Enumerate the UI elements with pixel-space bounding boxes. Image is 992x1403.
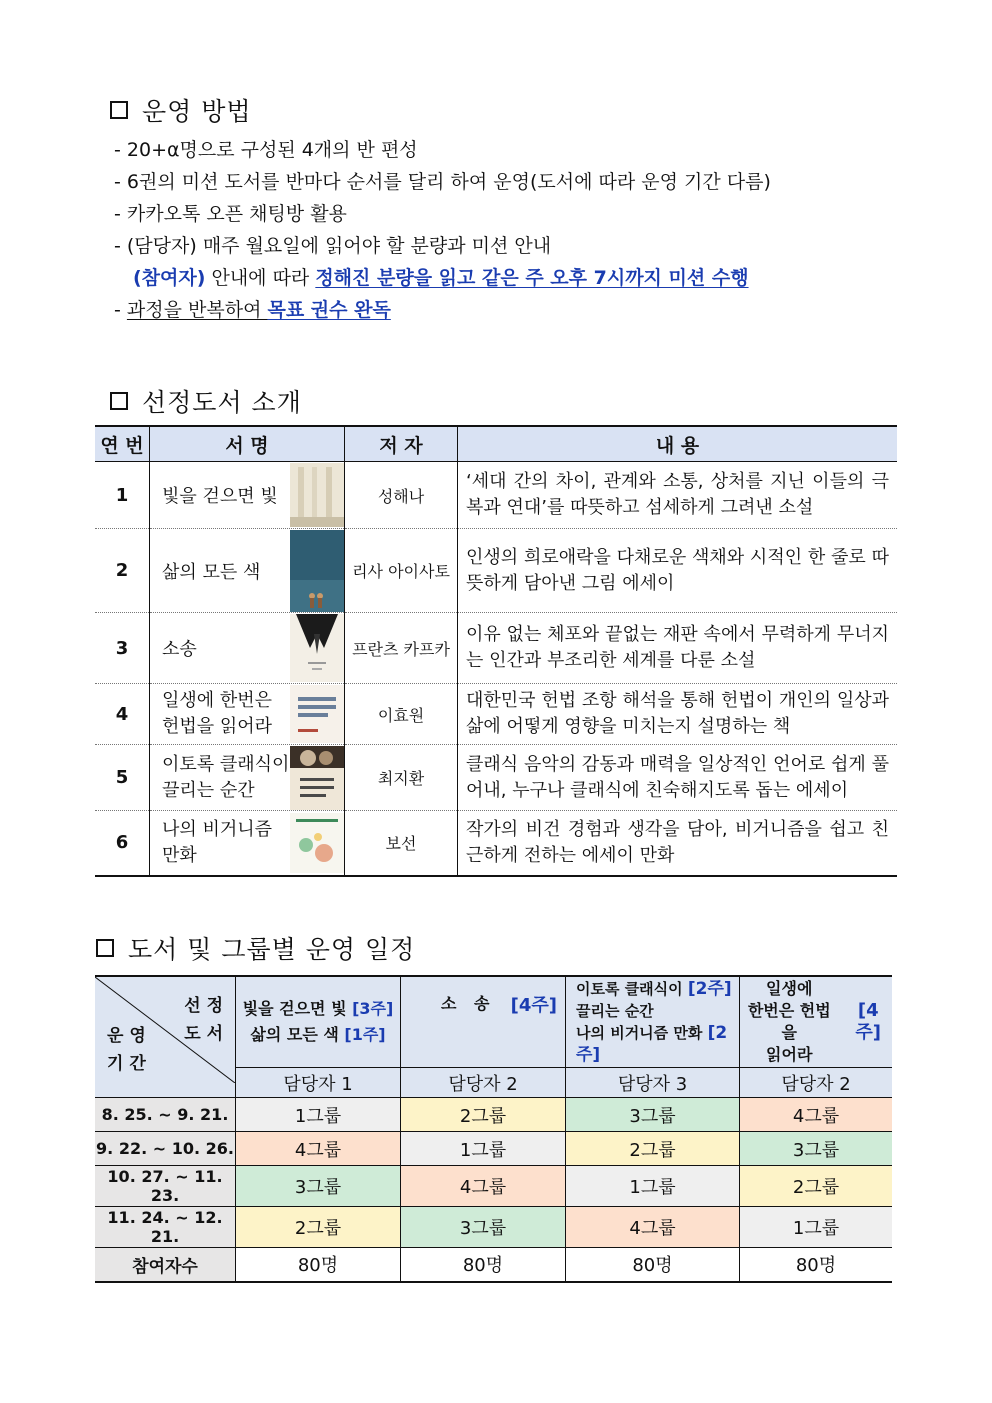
book-name: 한번은 헌법을 — [747, 1001, 831, 1042]
table-row — [95, 462, 897, 529]
group-cell: 2그룹 — [566, 1132, 740, 1166]
book-cover-image — [290, 685, 344, 743]
group-cell: 2그룹 — [401, 1098, 566, 1132]
book-author: 최지환 — [345, 745, 458, 811]
schedule-table — [95, 975, 892, 1283]
corner-top2: 도 서 — [184, 1024, 223, 1044]
checkbox-square-icon — [110, 101, 128, 119]
books-table — [95, 425, 897, 877]
header-num: 연 번 — [95, 426, 150, 462]
list-item: - 6권의 미션 도서를 반마다 순서를 달리 하여 운영(도서에 따라 운영 기간 다름) — [114, 171, 771, 193]
book-cover-image — [290, 614, 344, 682]
schedule-header-row — [95, 976, 892, 1068]
book-header-3 — [566, 976, 740, 1068]
group-cell: 1그룹 — [566, 1166, 740, 1207]
section-heading-books — [110, 383, 302, 419]
book-title-cell — [150, 529, 345, 613]
group-cell: 4그룹 — [740, 1098, 893, 1132]
book-name: 이토록 클래식이 — [576, 980, 688, 998]
list-item: - 카카오톡 오픈 채팅방 활용 — [114, 203, 347, 225]
group-cell: 1그룹 — [740, 1207, 893, 1248]
section-heading-operation — [110, 92, 252, 128]
table-row — [95, 745, 897, 811]
book-title: 이토록 클래식이 끌리는 순간 — [162, 753, 290, 801]
list-item — [114, 262, 771, 294]
header-content: 내 용 — [458, 426, 898, 462]
table-row — [95, 811, 897, 876]
book-num: 4 — [95, 684, 150, 745]
book-num: 3 — [95, 613, 150, 684]
table-row — [95, 684, 897, 745]
goal-link: 목표 권수 완독 — [267, 299, 391, 321]
book-title-cell — [150, 684, 345, 745]
book-header-2 — [401, 976, 566, 1068]
group-cell: 3그룹 — [566, 1098, 740, 1132]
book-content: 인생의 희로애락을 다채로운 색채와 시적인 한 줄로 따뜻하게 담아낸 그림 에세이 — [458, 529, 898, 613]
corner-bottom1: 운 영 — [107, 1026, 146, 1046]
checkbox-square-icon — [110, 392, 128, 410]
total-cell: 80명 — [740, 1248, 893, 1282]
total-cell: 80명 — [566, 1248, 740, 1282]
group-cell: 1그룹 — [401, 1132, 566, 1166]
weeks-label: [4주] — [855, 1000, 882, 1043]
book-content: 클래식 음악의 감동과 매력을 일상적인 언어로 쉽게 풀어내, 누구나 클래식에 친숙해지도록 돕는 에세이 — [458, 745, 898, 811]
book-name: 소 송 — [441, 994, 496, 1013]
section-title: 선정도서 소개 — [142, 388, 302, 417]
book-title-cell — [150, 745, 345, 811]
book-name: 삶의 모든 색 — [250, 1025, 345, 1044]
table-header-row — [95, 426, 897, 462]
group-cell: 4그룹 — [401, 1166, 566, 1207]
book-title-cell — [150, 613, 345, 684]
operation-list — [114, 134, 771, 326]
book-num: 6 — [95, 811, 150, 876]
book-content: 이유 없는 체포와 끝없는 재판 속에서 무력하게 무너지는 인간과 부조리한 세계를 다룬 소설 — [458, 613, 898, 684]
group-cell: 3그룹 — [236, 1166, 401, 1207]
book-title: 삶의 모든 색 — [162, 561, 261, 583]
book-author: 성해나 — [345, 462, 458, 529]
weeks-label: [3주] — [352, 999, 394, 1018]
period-label: 9. 22. ~ 10. 26. — [95, 1132, 236, 1166]
book-num: 1 — [95, 462, 150, 529]
period-label: 11. 24. ~ 12. 21. — [95, 1207, 236, 1248]
list-item — [114, 294, 771, 326]
checkbox-square-icon — [96, 939, 114, 957]
participant-text: 안내에 따라 — [205, 267, 316, 289]
corner-bottom2: 기 간 — [107, 1054, 146, 1074]
total-row — [95, 1248, 892, 1282]
book-num: 2 — [95, 529, 150, 613]
total-cell: 80명 — [401, 1248, 566, 1282]
manager-cell: 담당자 2 — [401, 1068, 566, 1098]
book-content: 대한민국 헌법 조항 해석을 통해 헌법이 개인의 일상과 삶에 어떻게 영향을 미치는지 설명하는 책 — [458, 684, 898, 745]
list-item: - (담당자) 매주 월요일에 읽어야 할 분량과 미션 안내 — [114, 235, 552, 257]
corner-top1: 선 정 — [184, 996, 223, 1016]
group-cell: 3그룹 — [401, 1207, 566, 1248]
book-name: 빛을 걷으면 빛 — [242, 999, 353, 1018]
participant-link: 정해진 분량을 읽고 같은 주 오후 7시까지 미션 수행 — [315, 267, 749, 289]
group-cell: 2그룹 — [740, 1166, 893, 1207]
weeks-label: [1주] — [344, 1025, 386, 1044]
book-cover-image — [290, 463, 344, 527]
book-title-cell — [150, 811, 345, 876]
book-author: 프란츠 카프카 — [345, 613, 458, 684]
book-name: 끌리는 순간 — [576, 1002, 654, 1020]
book-cover-image — [290, 813, 344, 873]
header-author: 저 자 — [345, 426, 458, 462]
header-title: 서 명 — [150, 426, 345, 462]
weeks-label: [4주] — [510, 995, 557, 1016]
manager-cell: 담당자 3 — [566, 1068, 740, 1098]
period-row — [95, 1166, 892, 1207]
section-title: 도서 및 그룹별 운영 일정 — [128, 935, 416, 964]
weeks-label: [2주] — [576, 1023, 728, 1065]
book-header-4 — [740, 976, 893, 1068]
corner-cell — [95, 976, 236, 1098]
total-cell: 80명 — [236, 1248, 401, 1282]
group-cell: 4그룹 — [566, 1207, 740, 1248]
period-row — [95, 1132, 892, 1166]
book-title-cell — [150, 462, 345, 529]
book-title: 나의 비거니즘 만화 — [162, 818, 273, 866]
book-name: 읽어라 — [766, 1045, 813, 1064]
weeks-label: [2주] — [687, 979, 732, 999]
group-cell: 3그룹 — [740, 1132, 893, 1166]
book-title: 빛을 걷으면 빛 — [162, 486, 278, 507]
last-text: 과정을 반복하여 — [126, 299, 268, 321]
group-cell: 2그룹 — [236, 1207, 401, 1248]
table-row — [95, 529, 897, 613]
section-heading-schedule — [96, 930, 415, 966]
section-title: 운영 방법 — [142, 97, 252, 126]
book-title: 일생에 한번은 헌법을 읽어라 — [162, 690, 273, 737]
book-name: 일생에 — [766, 979, 813, 998]
period-row — [95, 1207, 892, 1248]
manager-cell: 담당자 2 — [740, 1068, 893, 1098]
participant-label: (참여자) — [133, 267, 206, 289]
manager-cell: 담당자 1 — [236, 1068, 401, 1098]
book-title: 소송 — [162, 639, 197, 660]
bullet: - — [114, 299, 127, 321]
table-row — [95, 613, 897, 684]
period-label: 8. 25. ~ 9. 21. — [95, 1098, 236, 1132]
book-cover-image — [290, 746, 344, 810]
total-label: 참여자수 — [95, 1248, 236, 1282]
list-item: - 20+α명으로 구성된 4개의 반 편성 — [114, 139, 418, 161]
book-num: 5 — [95, 745, 150, 811]
book-content: ‘세대 간의 차이, 관계와 소통, 상처를 지닌 이들의 극복과 연대’를 따뜻하고 섬세하게 그려낸 소설 — [458, 462, 898, 529]
period-label: 10. 27. ~ 11. 23. — [95, 1166, 236, 1207]
group-cell: 4그룹 — [236, 1132, 401, 1166]
book-header-1 — [236, 976, 401, 1068]
book-content: 작가의 비건 경험과 생각을 담아, 비거니즘을 쉽고 친근하게 전하는 에세이 만화 — [458, 811, 898, 876]
book-author: 이효원 — [345, 684, 458, 745]
book-cover-image — [290, 530, 344, 612]
book-author: 보선 — [345, 811, 458, 876]
group-cell: 1그룹 — [236, 1098, 401, 1132]
book-author: 리사 아이사토 — [345, 529, 458, 613]
book-name: 나의 비거니즘 만화 — [576, 1024, 708, 1042]
period-row — [95, 1098, 892, 1132]
